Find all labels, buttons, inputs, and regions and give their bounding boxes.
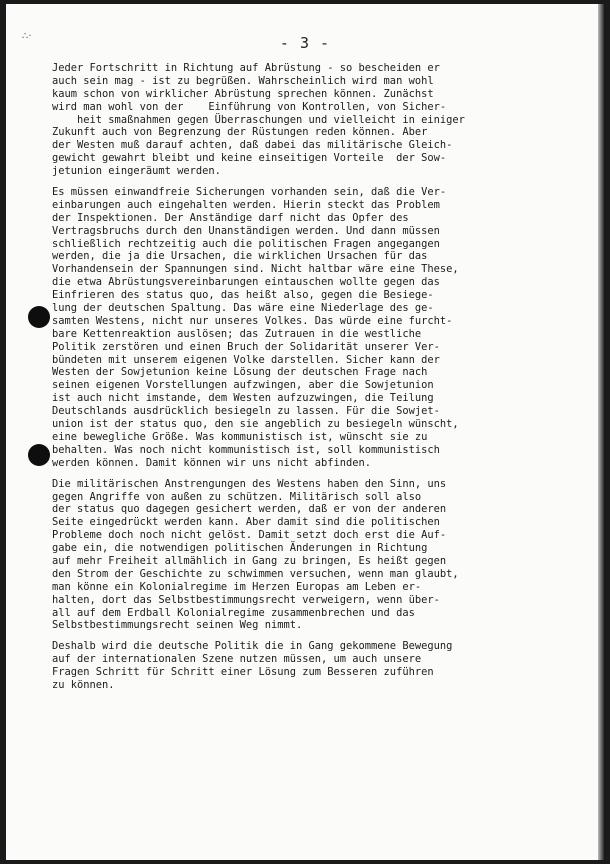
text-line: schließlich rechtzeitig auch die politischen Fragen angegangen (52, 237, 440, 250)
text-line: Zukunft auch von Begrenzung der Rüstungen reden können. Aber (52, 126, 428, 139)
text-line: einbarungen auch eingehalten werden. Hierin steckt das Problem (52, 198, 440, 211)
text-line: der Inspektionen. Der Anständige darf nicht das Opfer des (52, 211, 409, 224)
text-line: all auf dem Erdball Kolonialregime zusammenbrechen und das (52, 606, 415, 619)
text-line: Westen der Sowjetunion keine Lösung der deutschen Frage nach (52, 366, 428, 379)
page-number: - 3 - (279, 34, 331, 52)
text-line: auf der internationalen Szene nutzen müssen, um auch unsere (52, 653, 422, 666)
text-line: bündeten mit unserem eigenen Volke darstellen. Sicher kann der (52, 353, 440, 366)
text-line: jetunion eingeräumt werden. (52, 165, 221, 178)
text-line: Deutschlands ausdrücklich besiegeln zu lassen. Für die Sowjet- (52, 405, 440, 418)
text-line: Vorhandensein der Spannungen sind. Nicht haltbar wäre eine These, (52, 263, 459, 276)
document-page (6, 4, 604, 860)
text-line: werden können. Damit können wir uns nicht abfinden. (52, 456, 372, 469)
text-line: man könne ein Kolonialregime im Herzen Europas am Leben er- (52, 580, 422, 593)
text-line: Die militärischen Anstrengungen des Westens haben den Sinn, uns (52, 477, 447, 490)
text-line: eine bewegliche Größe. Was kommunistisch ist, wünscht sie zu (52, 430, 428, 443)
paragraph-4 (52, 640, 592, 692)
scan-speck: ∴· (22, 31, 32, 42)
text-line: zu können. (52, 678, 115, 691)
text-line: die etwa Abrüstungsvereinbarungen eintauschen wollte gegen das (52, 276, 440, 289)
text-line: Es müssen einwandfreie Sicherungen vorhanden sein, daß die Ver- (52, 186, 447, 199)
text-line: auch sein mag - ist zu begrüßen. Wahrscheinlich wird man wohl (52, 74, 434, 87)
text-line: ist auch nicht imstande, dem Westen aufzuzwingen, die Teilung (52, 392, 434, 405)
paragraph-1 (52, 62, 592, 178)
text-line: wird man wohl von der Einführung von Kontrollen, von Sicher- (52, 100, 447, 113)
text-line: bare Kettenreaktion auslösen; das Zutrauen in die westliche (52, 327, 422, 340)
text-line: Deshalb wird die deutsche Politik die in Gang gekommene Bewegung (52, 640, 453, 653)
page-edge-shadow (598, 4, 604, 860)
text-line: behalten. Was noch nicht kommunistisch ist, soll kommunistisch (52, 443, 440, 456)
text-line: gabe ein, die notwendigen politischen Änderungen in Richtung (52, 542, 428, 555)
text-line: auf mehr Freiheit allmählich in Gang zu bringen, Es heißt gegen (52, 554, 447, 567)
punch-hole-lower (28, 444, 50, 466)
text-line: den Strom der Geschichte zu schwimmen versuchen, wenn man glaubt, (52, 567, 459, 580)
text-line: der Westen muß darauf achten, daß dabei das militärische Gleich- (52, 139, 453, 152)
paragraph-3 (52, 478, 592, 633)
text-line: halten, dort das Selbstbestimmungsrecht verweigern, wenn über- (52, 593, 440, 606)
text-line: Probleme doch noch nicht gelöst. Damit setzt doch erst die Auf- (52, 529, 447, 542)
text-line: heit smaßnahmen gegen Überraschungen und vielleicht in einiger (52, 113, 465, 126)
text-line: Einfrieren des status quo, das heißt also, gegen die Besiege- (52, 289, 434, 302)
text-line: der status quo dagegen gesichert werden, daß er von der anderen (52, 503, 447, 516)
paragraph-2 (52, 186, 592, 470)
text-line: kaum schon von wirklicher Abrüstung sprechen können. Zunächst (52, 87, 434, 100)
text-line: Vertragsbruchs durch den Unanständigen werden. Und dann müssen (52, 224, 440, 237)
text-line: lung der deutschen Spaltung. Das wäre eine Niederlage des ge- (52, 302, 434, 315)
text-line: seinen eigenen Vorstellungen aufzwingen, aber die Sowjetunion (52, 379, 434, 392)
text-line: Politik zerstören und einen Bruch der Solidarität unserer Ver- (52, 340, 440, 353)
text-line: Jeder Fortschritt in Richtung auf Abrüstung - so bescheiden er (52, 62, 440, 74)
text-line: werden, die ja die Ursachen, die wirklichen Ursachen für das (52, 250, 428, 263)
punch-hole-upper (28, 306, 50, 328)
text-line: Selbstbestimmungsrecht seinen Weg nimmt. (52, 619, 303, 632)
document-body (52, 62, 592, 700)
text-line: gewicht gewahrt bleibt und keine einseitigen Vorteile der Sow- (52, 152, 447, 165)
text-line: Seite eingedrückt werden kann. Aber damit sind die politischen (52, 516, 440, 529)
text-line: union ist der status quo, den sie angeblich zu besiegeln wünscht, (52, 418, 459, 431)
text-line: Fragen Schritt für Schritt einer Lösung zum Besseren zuführen (52, 666, 434, 679)
text-line: gegen Angriffe von außen zu schützen. Militärisch soll also (52, 490, 422, 503)
text-line: samten Westens, nicht nur unseres Volkes. Das würde eine furcht- (52, 314, 453, 327)
